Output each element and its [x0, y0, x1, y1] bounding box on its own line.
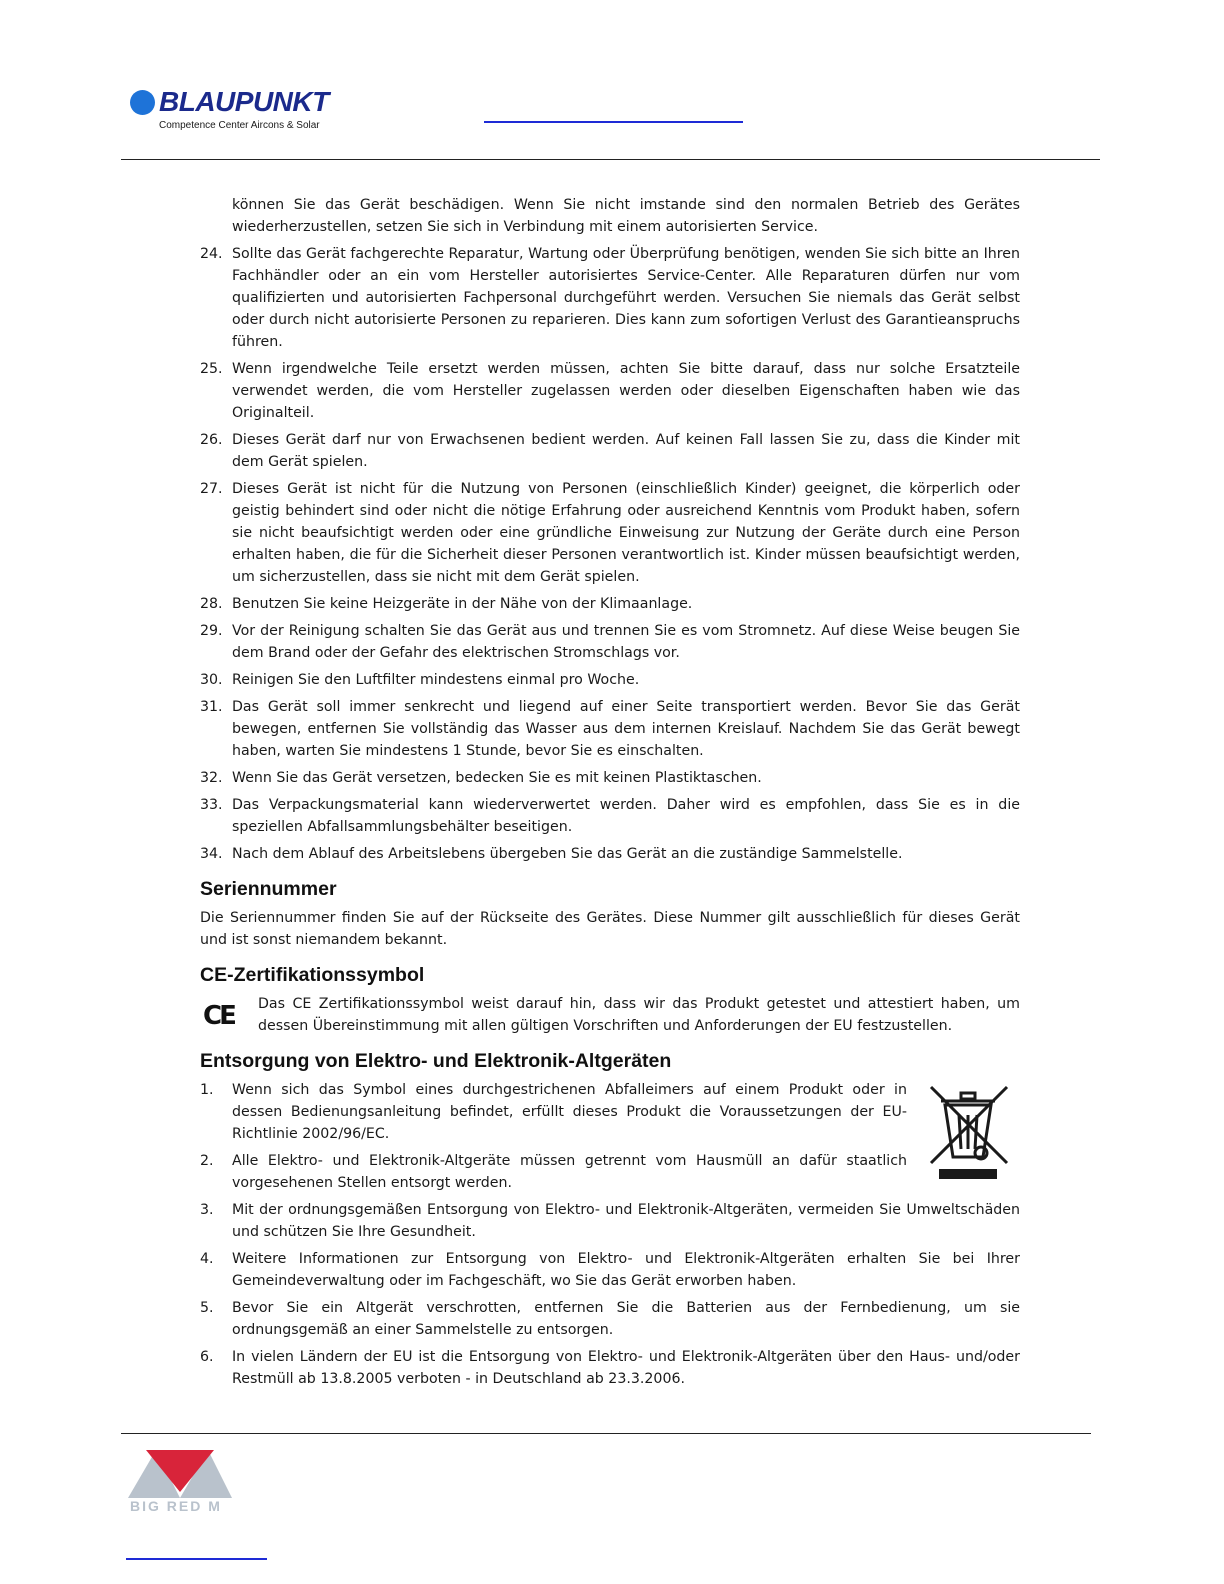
- list-item: [200, 358, 1020, 424]
- list-number: 30.: [200, 672, 223, 688]
- list-item: [200, 620, 1020, 664]
- list-number: 1.: [200, 1082, 214, 1098]
- list-item: [200, 243, 1020, 353]
- serial-heading: Seriennummer: [200, 878, 337, 900]
- list-item: [200, 1079, 907, 1145]
- list-number: 32.: [200, 770, 223, 786]
- list-number: 34.: [200, 846, 223, 862]
- list-number: 25.: [200, 361, 223, 377]
- list-number: 27.: [200, 481, 223, 497]
- footer-logo-text: BIG RED M: [130, 1498, 222, 1514]
- list-item: [200, 669, 1020, 691]
- list-item: [200, 1346, 1020, 1390]
- ce-heading: CE-Zertifikationssymbol: [200, 964, 425, 986]
- list-text: Nach dem Ablauf des Arbeitslebens übergeben Sie das Gerät an die zuständige Sammelstelle.: [232, 846, 903, 862]
- list-number: 26.: [200, 432, 223, 448]
- list-text: Mit der ordnungsgemäßen Entsorgung von Elektro- und Elektronik-Altgeräten, vermeiden Sie Umweltschäden und schützen Sie Ihre Gesundheit.: [232, 1202, 1020, 1240]
- disposal-intro: [200, 1079, 1020, 1199]
- ce-section: [200, 993, 1020, 1037]
- list-number: 4.: [200, 1251, 214, 1267]
- list-item: [200, 1199, 1020, 1243]
- list-text: Dieses Gerät darf nur von Erwachsenen bedient werden. Auf keinen Fall lassen Sie zu, dass die Kinder mit dem Gerät spielen.: [232, 432, 1020, 470]
- list-text: Das Gerät soll immer senkrecht und liegend auf einer Seite transportiert werden. Bevor Sie das Gerät bewegen, entfernen Sie vollständig das Wasser aus dem internen Kreislauf. Nachdem Sie das Gerät bewegt haben, warten Sie mindestens 1 Stunde, bevor Sie es einschalten.: [232, 699, 1020, 759]
- logo-dot-icon: [130, 90, 155, 115]
- list-text: Dieses Gerät ist nicht für die Nutzung von Personen (einschließlich Kinder) geeignet, die körperlich oder geistig behindert sind oder nicht die nötige Erfahrung oder ausreichend Kenntnis vom Produkt haben, sofern sie nicht beaufsichtigt werden oder eine gründliche Einweisung zur Nutzung der Geräte durch eine Person erhalten haben, die für die Sicherheit dieser Personen verantwortlich ist. Kinder müssen beaufsichtigt werden, um sicherzustellen, dass sie nicht mit dem Gerät spielen.: [232, 481, 1020, 585]
- list-item: [200, 1150, 907, 1194]
- header-divider: [121, 159, 1100, 160]
- list-item: [200, 429, 1020, 473]
- list-text: Reinigen Sie den Luftfilter mindestens einmal pro Woche.: [232, 672, 640, 688]
- list-text: Wenn irgendwelche Teile ersetzt werden müssen, achten Sie bitte darauf, dass nur solche Ersatzteile verwendet werden, die vom Hersteller zugelassen werden oder dieselben Eigenschaften haben wie das Originalteil.: [232, 361, 1020, 421]
- serial-text: Die Seriennummer finden Sie auf der Rückseite des Gerätes. Diese Nummer gilt ausschließlich für dieses Gerät und ist sonst niemandem bekannt.: [200, 910, 1020, 948]
- list-text: Sollte das Gerät fachgerechte Reparatur, Wartung oder Überprüfung benötigen, wenden Sie sich bitte an Ihren Fachhändler oder an ein vom Hersteller autorisiertes Service-Center. Alle Reparaturen dürfen nur vom qualifizierten und autorisierten Fachpersonal durchgeführt werden. Versuchen Sie niemals das Gerät selbst oder durch nicht autorisierte Personen zu reparieren. Dies kann zum sofortigen Verlust des Garantieanspruchs führen.: [232, 246, 1020, 350]
- list-number: 33.: [200, 797, 223, 813]
- brand-name: BLAUPUNKT: [159, 86, 329, 117]
- list-text: Benutzen Sie keine Heizgeräte in der Nähe von der Klimaanlage.: [232, 596, 693, 612]
- big-red-m-logo-icon: [128, 1446, 232, 1498]
- list-item: [200, 696, 1020, 762]
- big-red-m-logo: [128, 1446, 232, 1516]
- disposal-heading: Entsorgung von Elektro- und Elektronik-Altgeräten: [200, 1050, 672, 1072]
- list-text: Weitere Informationen zur Entsorgung von Elektro- und Elektronik-Altgeräten erhalten Sie bei Ihrer Gemeindeverwaltung oder im Fachgeschäft, wo Sie das Gerät erworben haben.: [232, 1251, 1020, 1289]
- list-item: [200, 843, 1020, 865]
- list-number: 2.: [200, 1153, 214, 1169]
- list-text: Wenn sich das Symbol eines durchgestrichenen Abfalleimers auf einem Produkt oder in dessen Bedienungsanleitung befindet, erfüllt dieses Produkt die Voraussetzungen der EU-Richtlinie 2002/96/EC.: [232, 1082, 907, 1142]
- list-item: [200, 593, 1020, 615]
- ce-mark-icon: CE: [203, 1001, 234, 1031]
- footer-divider: [121, 1433, 1091, 1434]
- list-item: [200, 1297, 1020, 1341]
- list-text: Wenn Sie das Gerät versetzen, bedecken Sie es mit keinen Plastiktaschen.: [232, 770, 762, 786]
- list-number: 24.: [200, 246, 223, 262]
- list-text: Das Verpackungsmaterial kann wiederverwertet werden. Daher wird es empfohlen, dass Sie es in die speziellen Abfallsammlungsbehälter beseitigen.: [232, 797, 1020, 835]
- list-item: [200, 794, 1020, 838]
- page-content: [200, 194, 1020, 1395]
- list-item: [200, 478, 1020, 588]
- list-number: 6.: [200, 1349, 214, 1365]
- list-number: 28.: [200, 596, 223, 612]
- footer-link[interactable]: [126, 1558, 267, 1560]
- list-text: Bevor Sie ein Altgerät verschrotten, entfernen Sie die Batterien aus der Fernbedienung, um sie ordnungsgemäß an einer Sammelstelle zu entsorgen.: [232, 1300, 1020, 1338]
- blaupunkt-logo: [130, 86, 370, 136]
- safety-list: [200, 243, 1020, 865]
- header-link[interactable]: [484, 121, 743, 123]
- list-text: In vielen Ländern der EU ist die Entsorgung von Elektro- und Elektronik-Altgeräten über den Haus- und/oder Restmüll ab 13.8.2005 verboten - in Deutschland ab 23.3.2006.: [232, 1349, 1020, 1387]
- list-item: [200, 1248, 1020, 1292]
- list-number: 29.: [200, 623, 223, 639]
- intro-continuation: können Sie das Gerät beschädigen. Wenn Sie nicht imstande sind den normalen Betrieb des Gerätes wiederherzustellen, setzen Sie sich in Verbindung mit einem autorisierten Service.: [232, 197, 1020, 235]
- list-text: Vor der Reinigung schalten Sie das Gerät aus und trennen Sie es vom Stromnetz. Auf diese Weise beugen Sie dem Brand oder der Gefahr des elektrischen Stromschlags vor.: [232, 623, 1020, 661]
- list-item: [200, 767, 1020, 789]
- crossed-out-bin-icon: [907, 1079, 1020, 1199]
- list-number: 3.: [200, 1202, 214, 1218]
- brand-tagline: Competence Center Aircons & Solar: [159, 120, 320, 131]
- ce-text: Das CE Zertifikationssymbol weist darauf hin, dass wir das Produkt getestet und attestiert haben, um dessen Übereinstimmung mit allen gültigen Vorschriften und Anforderungen der EU festzustellen.: [258, 996, 1020, 1034]
- list-text: Alle Elektro- und Elektronik-Altgeräte müssen getrennt vom Hausmüll an dafür staatlich vorgesehenen Stellen entsorgt werden.: [232, 1153, 907, 1191]
- list-number: 31.: [200, 699, 223, 715]
- disposal-list: [200, 1199, 1020, 1390]
- list-number: 5.: [200, 1300, 214, 1316]
